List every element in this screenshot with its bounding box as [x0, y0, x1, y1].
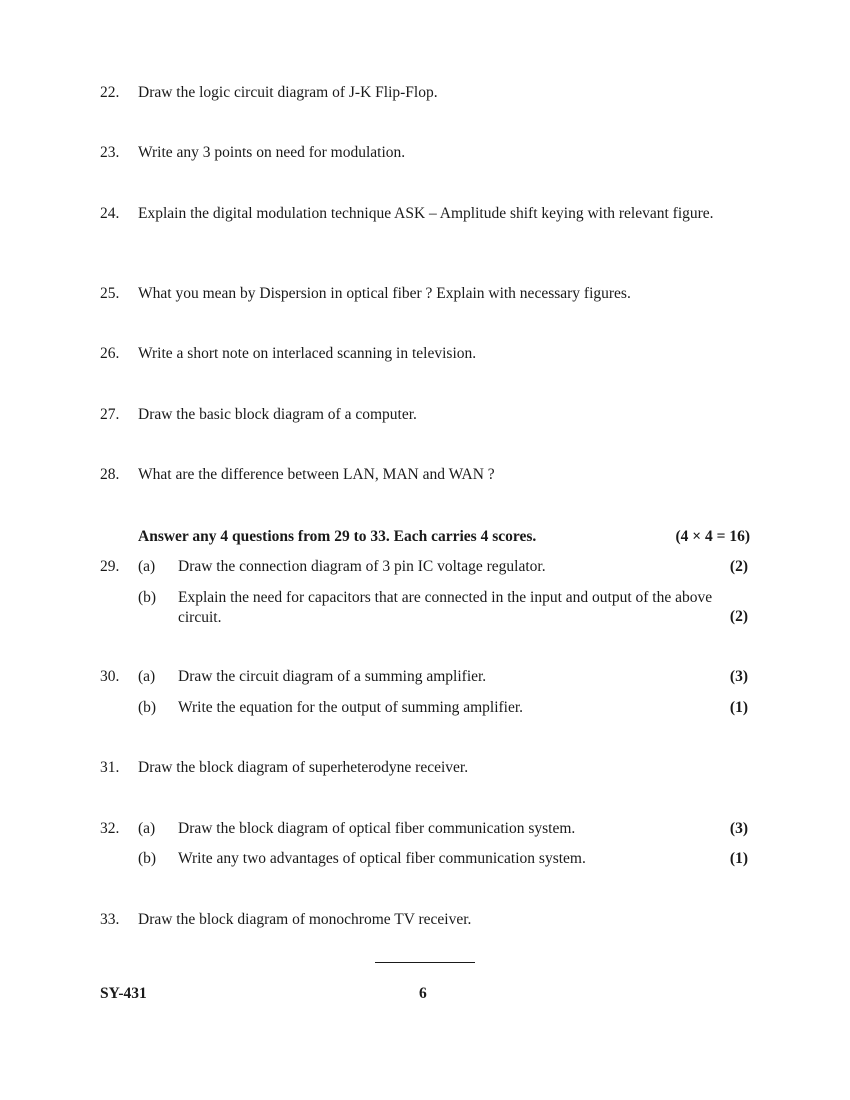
sub-label: (a): [138, 668, 156, 685]
question-text: Explain the digital modulation technique ASK – Amplitude shift keying with relevant figure.: [138, 205, 714, 222]
question-number: 30.: [100, 668, 120, 685]
sub-label: (a): [138, 820, 156, 837]
question-text: What are the difference between LAN, MAN and WAN ?: [138, 466, 495, 483]
paper-code: SY-431: [100, 985, 147, 1002]
marks: (3): [729, 820, 748, 837]
question-number: 31.: [100, 759, 120, 776]
question-text: Draw the block diagram of monochrome TV receiver.: [138, 911, 472, 928]
sub-question-text: Draw the block diagram of optical fiber communication system.: [178, 820, 576, 837]
marks: (3): [729, 668, 748, 685]
sub-label: (a): [138, 558, 156, 575]
sub-question-text: Explain the need for capacitors that are connected in the input and output of the above circuit.: [178, 589, 713, 626]
question-number: 28.: [100, 466, 120, 483]
end-divider: [375, 962, 475, 963]
section-total-marks: (4 × 4 = 16): [675, 528, 750, 545]
sub-label: (b): [138, 850, 157, 867]
question-number: 25.: [100, 285, 120, 302]
sub-question-text: Write any two advantages of optical fiber communication system.: [178, 850, 586, 867]
marks: (1): [729, 850, 748, 867]
question-text: What you mean by Dispersion in optical fiber ? Explain with necessary figures.: [138, 285, 631, 302]
marks: (2): [729, 608, 748, 625]
sub-question-text: Write the equation for the output of summing amplifier.: [178, 699, 524, 716]
question-number: 29.: [100, 558, 120, 575]
section-instruction: Answer any 4 questions from 29 to 33. Each carries 4 scores.: [138, 528, 537, 545]
sub-question-text: Draw the connection diagram of 3 pin IC voltage regulator.: [178, 558, 546, 575]
page-number: 6: [419, 985, 427, 1002]
question-number: 32.: [100, 820, 120, 837]
question-text: Write a short note on interlaced scanning in television.: [138, 345, 477, 362]
marks: (1): [729, 699, 748, 716]
marks: (2): [729, 558, 748, 575]
question-text: Draw the logic circuit diagram of J-K Flip-Flop.: [138, 84, 438, 101]
question-text: Write any 3 points on need for modulation.: [138, 144, 406, 161]
sub-label: (b): [138, 699, 157, 716]
question-text: Draw the block diagram of superheterodyne receiver.: [138, 759, 469, 776]
question-text: Draw the basic block diagram of a computer.: [138, 406, 417, 423]
question-number: 26.: [100, 345, 120, 362]
question-number: 22.: [100, 84, 120, 101]
question-number: 33.: [100, 911, 120, 928]
sub-label: (b): [138, 589, 157, 606]
sub-question-text: Draw the circuit diagram of a summing amplifier.: [178, 668, 487, 685]
question-number: 24.: [100, 205, 120, 222]
question-number: 23.: [100, 144, 120, 161]
question-number: 27.: [100, 406, 120, 423]
